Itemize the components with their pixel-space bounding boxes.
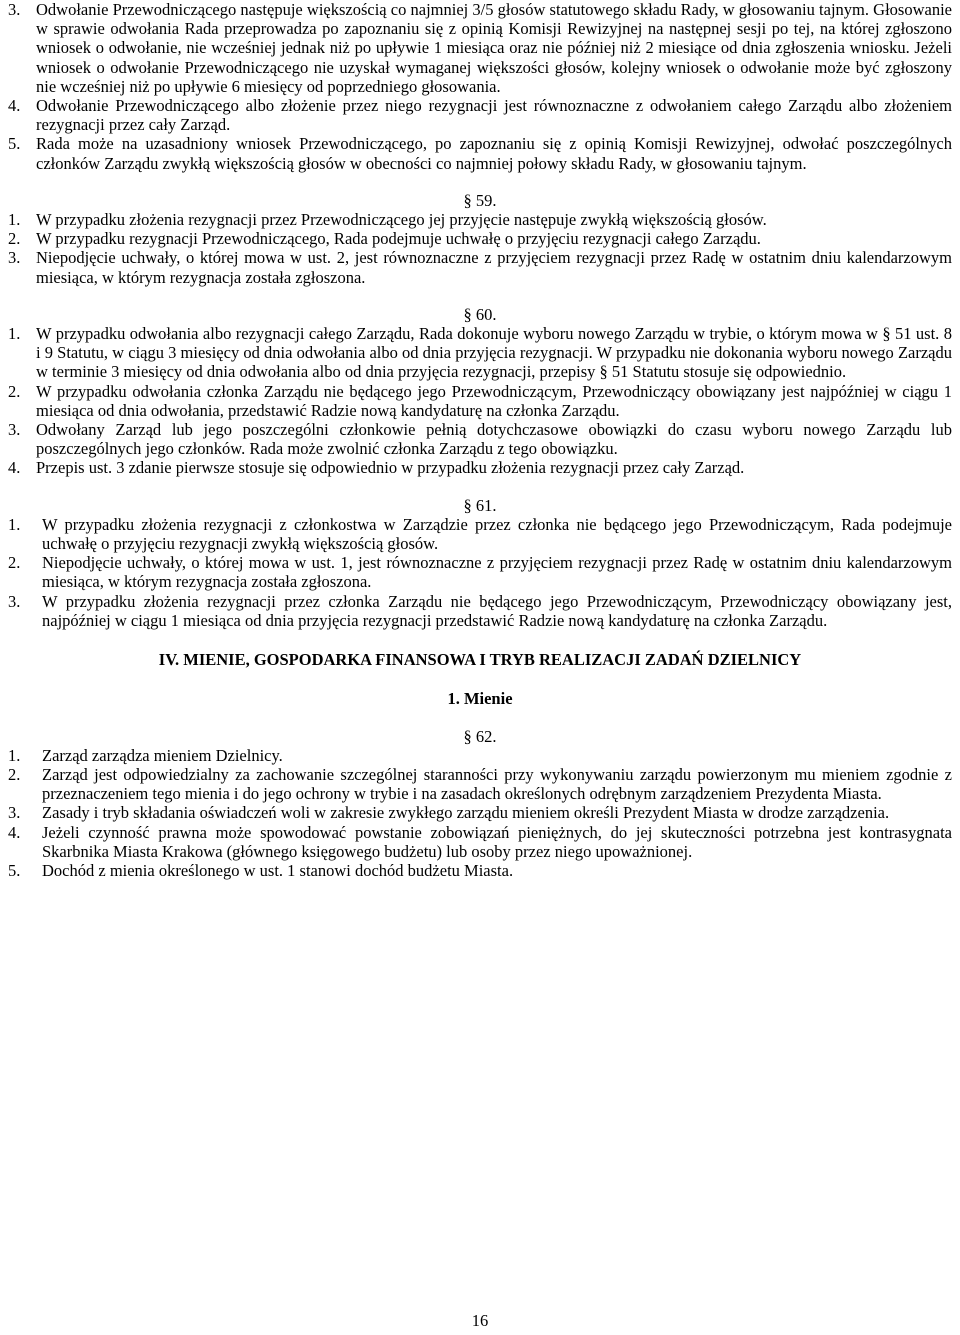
spacer (8, 287, 952, 305)
article-60 (8, 324, 952, 478)
item-text: W przypadku odwołania albo rezygnacji całego Zarządu, Rada dokonuje wyboru nowego Zarządu w trybie, o którym mowa w § 51 ust. 8 i 9 Statutu, w ciągu 3 miesięcy od dnia odwołania albo od dnia przyjęcia rezygnacji. W przypadku nie dokonania wyboru nowego Zarządu w terminie 3 miesięcy od dnia odwołania albo od dnia przyjęcia rezygnacji, przepisy § 51 Statutu stosuje się odpowiednio. (36, 324, 952, 382)
item-text: Rada może na uzasadniony wniosek Przewodniczącego, po zapoznaniu się z opinią Komisji Rewizyjnej, odwołać poszczególnych członków Zarządu zwykłą większością głosów w obecności co najmniej połowy składu Rady, w głosowaniu tajnym. (36, 134, 952, 173)
item-number: 4. (8, 458, 21, 478)
section-title-59: § 59. (463, 190, 497, 210)
item-text: W przypadku odwołania członka Zarządu nie będącego jego Przewodniczącym, Przewodniczący obowiązany jest najpóźniej w ciągu 1 miesiąca od dnia odwołania, przedstawić Radzie nową kandydaturę na członka Zarządu. (36, 381, 952, 420)
item-text: W przypadku rezygnacji Przewodniczącego, Rada podejmuje uchwałę o przyjęciu rezygnacji całego Zarządu. (36, 229, 761, 249)
article-62 (8, 746, 952, 880)
item-text: Odwołanie Przewodniczącego albo złożenie przez niego rezygnacji jest równoznaczne z odwołaniem całego Zarządu albo złożeniem rezygnacji przez cały Zarząd. (36, 96, 952, 135)
list-item (8, 803, 952, 822)
item-number: 5. (8, 134, 21, 154)
list-item (8, 420, 952, 458)
subchapter-title: 1. Mienie (447, 689, 513, 709)
list-item (8, 592, 952, 630)
article-58-continuation (8, 0, 952, 173)
spacer (8, 478, 952, 496)
item-number: 5. (8, 860, 21, 880)
item-text: Przepis ust. 3 zdanie pierwsze stosuje się odpowiednio w przypadku złożenia rezygnacji przez cały Zarząd. (36, 458, 745, 478)
list-item (8, 229, 952, 248)
item-number: 3. (8, 803, 21, 823)
section-title-62: § 62. (463, 726, 497, 746)
chapter-title: IV. MIENIE, GOSPODARKA FINANSOWA I TRYB REALIZACJI ZADAŃ DZIELNICY (158, 650, 802, 670)
list-item (8, 248, 952, 286)
item-text: Niepodjęcie uchwały, o której mowa w ust. 1, jest równoznaczne z przyjęciem rezygnacji przez Radę w ostatnim dniu kalendarzowym miesiąca, w którym rezygnacja została zgłoszona. (42, 553, 952, 592)
list-item (8, 134, 952, 172)
list-item (8, 746, 952, 765)
article-61 (8, 515, 952, 630)
item-number: 2. (8, 381, 21, 401)
item-number: 3. (8, 591, 21, 611)
page-number: 16 (471, 1311, 489, 1330)
item-text: W przypadku złożenia rezygnacji z członkostwa w Zarządzie przez członka nie będącego jego Przewodniczącym, Rada podejmuje uchwałę o przyjęciu rezygnacji zwykłą większością głosów. (42, 514, 952, 554)
item-text: Dochód z mienia określonego w ust. 1 stanowi dochód budżetu Miasta. (42, 860, 514, 880)
list-item (8, 324, 952, 382)
item-text: Odwołany Zarząd lub jego poszczególni członkowie pełnią dotychczasowe obowiązki do czasu wyboru nowego Zarządu lub poszczególnych jego członków. Rada może zwolnić członka Zarządu z tego obowiązku. (36, 420, 952, 459)
item-text: W przypadku złożenia rezygnacji przez Przewodniczącego jej przyjęcie następuje zwykłą większością głosów. (36, 210, 767, 230)
list-item (8, 553, 952, 591)
item-number: 1. (8, 514, 21, 534)
list-item (8, 0, 952, 96)
list-item (8, 765, 952, 803)
spacer (8, 173, 952, 191)
item-text: Zasady i tryb składania oświadczeń woli w zakresie zwykłego zarządu mieniem określi Prezydent Miasta w drodze zarządzenia. (42, 803, 890, 823)
item-number: 3. (8, 248, 21, 268)
item-number: 2. (8, 553, 21, 573)
list-item (8, 210, 952, 229)
item-text: Zarząd jest odpowiedzialny za zachowanie szczególnej staranności przy wykonywaniu zarządu powierzonym mu mieniem zgodnie z przeznaczeniem tego mienia i do jego ochrony w trybie i na zasadach określonych odrębnym zarządzeniem Prezydenta Miasta. (42, 764, 952, 804)
item-number: 1. (8, 324, 21, 344)
item-number: 3. (8, 0, 21, 19)
article-59 (8, 210, 952, 287)
spacer (8, 669, 952, 689)
section-title-61: § 61. (463, 495, 497, 515)
item-number: 1. (8, 745, 21, 765)
spacer (8, 630, 952, 650)
list-item (8, 515, 952, 553)
list-item (8, 823, 952, 861)
item-text: Niepodjęcie uchwały, o której mowa w ust. 2, jest równoznaczne z przyjęciem rezygnacji przez Radę w ostatnim dniu kalendarzowym miesiąca, w którym rezygnacja została zgłoszona. (36, 248, 952, 287)
item-number: 3. (8, 420, 21, 440)
section-title-60: § 60. (463, 304, 497, 324)
item-number: 4. (8, 96, 21, 116)
item-number: 4. (8, 822, 21, 842)
list-item (8, 861, 952, 880)
item-text: Zarząd zarządza mieniem Dzielnicy. (42, 745, 283, 765)
list-item (8, 96, 952, 134)
item-number: 2. (8, 764, 21, 784)
item-text: Odwołanie Przewodniczącego następuje większością co najmniej 3/5 głosów statutowego składu Rady, w głosowaniu tajnym. Głosowanie w sprawie odwołania Rada przeprowadza po zapoznaniu się z opinią Komisji Rewizyjnej na następnej sesji po tej, na której zgłoszono wniosek o odwołanie, nie wcześniej jednak niż po upływie 1 miesiąca oraz nie później niż 2 miesiące od dnia zgłoszenia wniosku. Jeżeli wniosek o odwołanie Przewodniczącego nie uzyskał wymaganej większości głosów, kolejny wniosek o odwołanie może być zgłoszony nie wcześniej niż po upływie 6 miesięcy od poprzedniego głosowania. (36, 0, 952, 96)
item-number: 2. (8, 229, 21, 249)
item-text: Jeżeli czynność prawna może spowodować powstanie zobowiązań pieniężnych, do jej skuteczności potrzebna jest kontrasygnata Skarbnika Miasta Krakowa (głównego księgowego budżetu) lub osoby przez niego upoważnionej. (42, 822, 952, 861)
spacer (8, 709, 952, 727)
list-item (8, 458, 952, 477)
item-number: 1. (8, 210, 21, 230)
list-item (8, 382, 952, 420)
item-text: W przypadku złożenia rezygnacji przez członka Zarządu nie będącego jego Przewodniczącym, Przewodniczący obowiązany jest, najpóźniej w ciągu 1 miesiąca od dnia przyjęcia rezygnacji przedstawić Radzie nową kandydaturę na członka Zarządu. (42, 591, 952, 630)
